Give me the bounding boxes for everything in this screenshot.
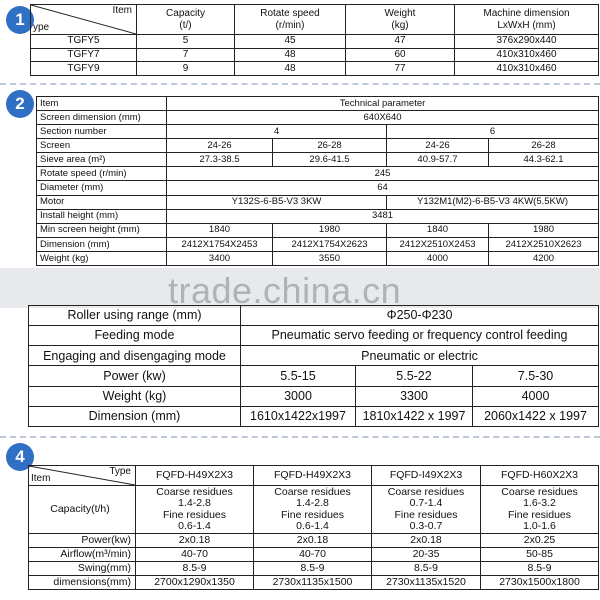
table-row	[29, 306, 599, 326]
table-row	[37, 97, 599, 111]
airflow-value: 50-85	[481, 548, 599, 562]
weight-value: 3300	[356, 386, 473, 406]
weight-value: 3400	[167, 251, 273, 265]
rotate-speed-cell: 48	[235, 62, 346, 76]
power-label: Power(kw)	[29, 534, 136, 548]
swing-label: Swing(mm)	[29, 562, 136, 576]
dimensions-label: dimensions(mm)	[29, 576, 136, 590]
table-row	[37, 167, 599, 181]
power-label: Power (kw)	[29, 366, 241, 386]
table-row	[37, 111, 599, 125]
diameter-label: Diameter (mm)	[37, 181, 167, 195]
model-header: FQFD-H49X2X3	[136, 466, 254, 486]
engaging-mode-label: Engaging and disengaging mode	[29, 346, 241, 366]
dimensions-value: 2730x1135x1520	[372, 576, 481, 590]
weight-value: 4000	[387, 251, 489, 265]
table-row	[29, 406, 599, 426]
model-header: FQFD-H60X2X3	[481, 466, 599, 486]
capacity-cell: 9	[137, 62, 235, 76]
dimension-value: 2060x1422 x 1997	[473, 406, 599, 426]
table-4-fqfd-specs	[28, 465, 599, 590]
capacity-cell: Coarse residues 1.4-2.8 Fine residues 0.6-1.4	[254, 486, 372, 534]
model-cell: TGFY5	[31, 35, 137, 49]
motor-value: Y132M1(M2)-6-B5-V3 4KW(5.5KW)	[387, 195, 599, 209]
dimension-value: 2412X1754X2453	[167, 237, 273, 251]
screen-dimension-value: 640X640	[167, 111, 599, 125]
engaging-mode-value: Pneumatic or electric	[241, 346, 599, 366]
section-number-value: 4	[167, 125, 387, 139]
sieve-area-value: 27.3-38.5	[167, 153, 273, 167]
sieve-area-value: 40.9-57.7	[387, 153, 489, 167]
table-row	[31, 35, 599, 49]
rotate-speed-label: Rotate speed (r/min)	[37, 167, 167, 181]
power-value: 2x0.18	[136, 534, 254, 548]
screen-value: 24-26	[387, 139, 489, 153]
weight-value: 4000	[473, 386, 599, 406]
table-row	[29, 534, 599, 548]
capacity-cell: Coarse residues 0.7-1.4 Fine residues 0.3-0.7	[372, 486, 481, 534]
section-4-badge: 4	[6, 443, 34, 471]
dimension-value: 2412X1754X2623	[273, 237, 387, 251]
rotate-speed-cell: 45	[235, 35, 346, 49]
motor-label: Motor	[37, 195, 167, 209]
header-machine-dimension: Machine dimension LxWxH (mm)	[455, 5, 599, 35]
table-1-corner-bottom: ype	[33, 22, 50, 33]
table-row	[37, 251, 599, 265]
header-rotate-speed: Rotate speed (r/min)	[235, 5, 346, 35]
capacity-cell: 7	[137, 48, 235, 62]
table-row	[37, 153, 599, 167]
table-4-corner-bottom: Item	[31, 472, 51, 484]
roller-range-label: Roller using range (mm)	[29, 306, 241, 326]
table-1-corner-top: Item	[112, 5, 132, 16]
watermark-band	[0, 268, 600, 311]
weight-value: 3550	[273, 251, 387, 265]
swing-value: 8.5-9	[372, 562, 481, 576]
sieve-area-label: Sieve area (m²)	[37, 153, 167, 167]
power-value: 2x0.18	[254, 534, 372, 548]
model-header: FQFD-H49X2X3	[254, 466, 372, 486]
install-height-value: 3481	[167, 209, 599, 223]
table-row	[37, 181, 599, 195]
rotate-speed-cell: 48	[235, 48, 346, 62]
feeding-mode-value: Pneumatic servo feeding or frequency control feeding	[241, 326, 599, 346]
model-header: FQFD-I49X2X3	[372, 466, 481, 486]
item-label: Item	[37, 97, 167, 111]
table-1-capacity-specs	[30, 4, 599, 76]
dimensions-value: 2730x1500x1800	[481, 576, 599, 590]
dimensions-value: 2700x1290x1350	[136, 576, 254, 590]
weight-cell: 60	[346, 48, 455, 62]
table-row	[29, 486, 599, 534]
sieve-area-value: 29.6-41.5	[273, 153, 387, 167]
table-row	[29, 576, 599, 590]
min-screen-height-value: 1980	[489, 223, 599, 237]
swing-value: 8.5-9	[136, 562, 254, 576]
watermark-text: trade.china.cn	[168, 270, 402, 311]
screen-value: 26-28	[489, 139, 599, 153]
dimension-value: 1610x1422x1997	[241, 406, 356, 426]
weight-value: 3000	[241, 386, 356, 406]
swing-value: 8.5-9	[254, 562, 372, 576]
power-value: 5.5-22	[356, 366, 473, 386]
dimension-label: Dimension (mm)	[37, 237, 167, 251]
dimension-value: 2412X2510X2453	[387, 237, 489, 251]
roller-range-value: Φ250-Φ230	[241, 306, 599, 326]
table-1-corner-cell	[31, 5, 137, 35]
min-screen-height-value: 1980	[273, 223, 387, 237]
min-screen-height-value: 1840	[387, 223, 489, 237]
swing-value: 8.5-9	[481, 562, 599, 576]
table-row	[29, 562, 599, 576]
power-value: 7.5-30	[473, 366, 599, 386]
capacity-label: Capacity(t/h)	[29, 486, 136, 534]
table-row	[37, 209, 599, 223]
min-screen-height-label: Min screen height (mm)	[37, 223, 167, 237]
model-cell: TGFY7	[31, 48, 137, 62]
dimension-cell: 410x310x460	[455, 48, 599, 62]
table-row	[37, 195, 599, 209]
model-cell: TGFY9	[31, 62, 137, 76]
motor-value: Y132S-6-B5-V3 3KW	[167, 195, 387, 209]
feeding-mode-label: Feeding mode	[29, 326, 241, 346]
screen-value: 26-28	[273, 139, 387, 153]
dimension-value: 1810x1422 x 1997	[356, 406, 473, 426]
section-divider	[0, 83, 600, 85]
capacity-cell: Coarse residues 1.4-2.8 Fine residues 0.6-1.4	[136, 486, 254, 534]
capacity-cell: 5	[137, 35, 235, 49]
rotate-speed-value: 245	[167, 167, 599, 181]
table-2-technical-parameters	[36, 96, 599, 266]
sieve-area-value: 44.3-62.1	[489, 153, 599, 167]
dimensions-value: 2730x1135x1500	[254, 576, 372, 590]
power-value: 5.5-15	[241, 366, 356, 386]
capacity-cell: Coarse residues 1.6-3.2 Fine residues 1.0-1.6	[481, 486, 599, 534]
section-number-value: 6	[387, 125, 599, 139]
table-3-roller-specs	[28, 305, 599, 427]
min-screen-height-value: 1840	[167, 223, 273, 237]
section-2-badge: 2	[6, 90, 34, 118]
table-4-header-row	[29, 466, 599, 486]
table-row	[29, 366, 599, 386]
dimension-label: Dimension (mm)	[29, 406, 241, 426]
power-value: 2x0.25	[481, 534, 599, 548]
weight-label: Weight (kg)	[29, 386, 241, 406]
airflow-label: Airflow(m³/min)	[29, 548, 136, 562]
table-row	[37, 125, 599, 139]
dimension-value: 2412X2510X2623	[489, 237, 599, 251]
table-row	[37, 139, 599, 153]
technical-parameter-label: Technical parameter	[167, 97, 599, 111]
dimension-cell: 410x310x460	[455, 62, 599, 76]
header-weight: Weight (kg)	[346, 5, 455, 35]
weight-cell: 77	[346, 62, 455, 76]
table-row	[37, 223, 599, 237]
table-4-corner-top: Type	[109, 466, 131, 477]
screen-label: Screen	[37, 139, 167, 153]
section-1-badge: 1	[6, 6, 34, 34]
table-row	[31, 48, 599, 62]
table-row	[29, 386, 599, 406]
table-row	[29, 346, 599, 366]
table-4-corner-cell	[29, 466, 136, 486]
section-divider	[0, 436, 600, 438]
screen-value: 24-26	[167, 139, 273, 153]
weight-label: Weight (kg)	[37, 251, 167, 265]
table-row	[37, 237, 599, 251]
header-capacity: Capacity (t/)	[137, 5, 235, 35]
weight-value: 4200	[489, 251, 599, 265]
weight-cell: 47	[346, 35, 455, 49]
airflow-value: 40-70	[254, 548, 372, 562]
section-number-label: Section number	[37, 125, 167, 139]
table-row	[31, 62, 599, 76]
airflow-value: 20-35	[372, 548, 481, 562]
airflow-value: 40-70	[136, 548, 254, 562]
table-1-header-row	[31, 5, 599, 35]
table-row	[29, 548, 599, 562]
dimension-cell: 376x290x440	[455, 35, 599, 49]
screen-dimension-label: Screen dimension (mm)	[37, 111, 167, 125]
table-row	[29, 326, 599, 346]
install-height-label: Install height (mm)	[37, 209, 167, 223]
power-value: 2x0.18	[372, 534, 481, 548]
diameter-value: 64	[167, 181, 599, 195]
